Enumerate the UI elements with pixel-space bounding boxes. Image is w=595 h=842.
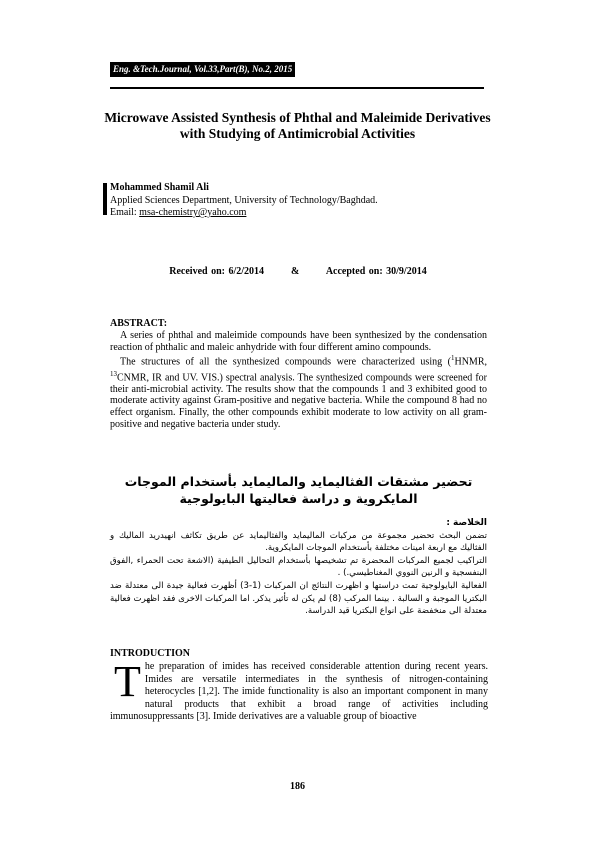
- header-rule: [110, 87, 484, 89]
- abstract-paragraph-2: The structures of all the synthesized compounds were characterized using ($^1$HNMR, $^{13}$CNMR, IR and UV. VIS.) spectral analysis. The synthesized compounds were screened for their anti-microbial activity. The results show that the compounds 1 and 3 exhibited good to moderate activity against Gram-positive and negative bacteria. While the compound 8 had no effect organism. Finally, the other compounds exhibit moderate to low activity on all gram-positive and negative bacteria under study.: [110, 354, 487, 431]
- introduction-text: [110, 657, 488, 724]
- paper-title: Microwave Assisted Synthesis of Phthal and Maleimide Derivatives with Studying of Antimicrobial Activities: [104, 110, 491, 141]
- arabic-heading: الخلاصة :: [446, 518, 487, 528]
- arabic-paragraph-1: تضمن البحث تحضير مجموعة من مركبات الماليمايد والفثاليمايد عن طريق تكاثف انهيدريد الماليك و الفثاليك مع اربعة امينات مختلفة بأستخدام الموجات المايكروية.: [110, 530, 487, 554]
- arabic-paragraph-3: الفعالية البايولوجية تمت دراستها و اظهرت النتائج ان المركبات (1-3) أظهرت فعالية جيدة الى معتدلة ضد البكتريا الموجبة و السالبة . بينما المركب (8) لم يكن له تأثير يذكر. اما المركبات الاخرى فقد اظهرت فعالية معتدلة الى منخفضة على انواع البكتريا قيد الدراسة.: [110, 580, 487, 617]
- abstract-heading: ABSTRACT:: [110, 318, 168, 329]
- arabic-title: تحضير مشتقات الفثاليمايد والماليمايد بأستخدام الموجات المايكروية و دراسة فعاليتها البايولوجية: [124, 474, 473, 506]
- author-affiliation: Applied Sciences Department, University of Technology/Baghdad.: [110, 194, 378, 206]
- abstract-paragraph-1: A series of phthal and maleimide compounds have been synthesized by the condensation reaction of phthalic and maleic anhydride with four different amino compounds.: [110, 329, 487, 353]
- author-marker-bar: [103, 183, 107, 215]
- email-link[interactable]: msa-chemistry@yaho.com: [139, 207, 247, 218]
- drop-cap: T: [114, 657, 141, 706]
- arabic-abstract: [110, 517, 487, 618]
- abstract-section: [110, 318, 487, 431]
- author-name: Mohammed Shamil Ali: [110, 182, 209, 193]
- author-email-line: [110, 207, 510, 220]
- arabic-paragraph-2: التراكيب لجميع المركبات المحضرة تم تشخيصها بأستخدام التحاليل الطيفية (الاشعة تحت الحمراء ,الفوق البنفسجية و الرنين النووي المغناطيسي.) .: [110, 555, 487, 579]
- page-number: 186: [290, 781, 305, 792]
- introduction-heading: INTRODUCTION: [110, 648, 191, 659]
- submission-dates: [110, 266, 486, 277]
- accepted-date: Accepted on: 30/9/2014: [325, 266, 427, 277]
- email-label: Email:: [110, 207, 137, 218]
- introduction-body: he preparation of imides has received considerable attention during recent years. Imides are versatile intermediates in the synthesis of nitrogen-containing heterocycles [1,2]. The imide functionality is also an important component in many natural products that exhibit a broad range of activities including immunosuppressants [3]. Imide derivatives are a valuable group of bioactive: [110, 661, 488, 723]
- author-block: [110, 182, 510, 220]
- date-separator: &: [291, 266, 300, 277]
- received-date: Received on: 6/2/2014: [169, 266, 265, 277]
- journal-citation: Eng. &Tech.Journal, Vol.33,Part(B), No.2, 2015: [110, 62, 295, 77]
